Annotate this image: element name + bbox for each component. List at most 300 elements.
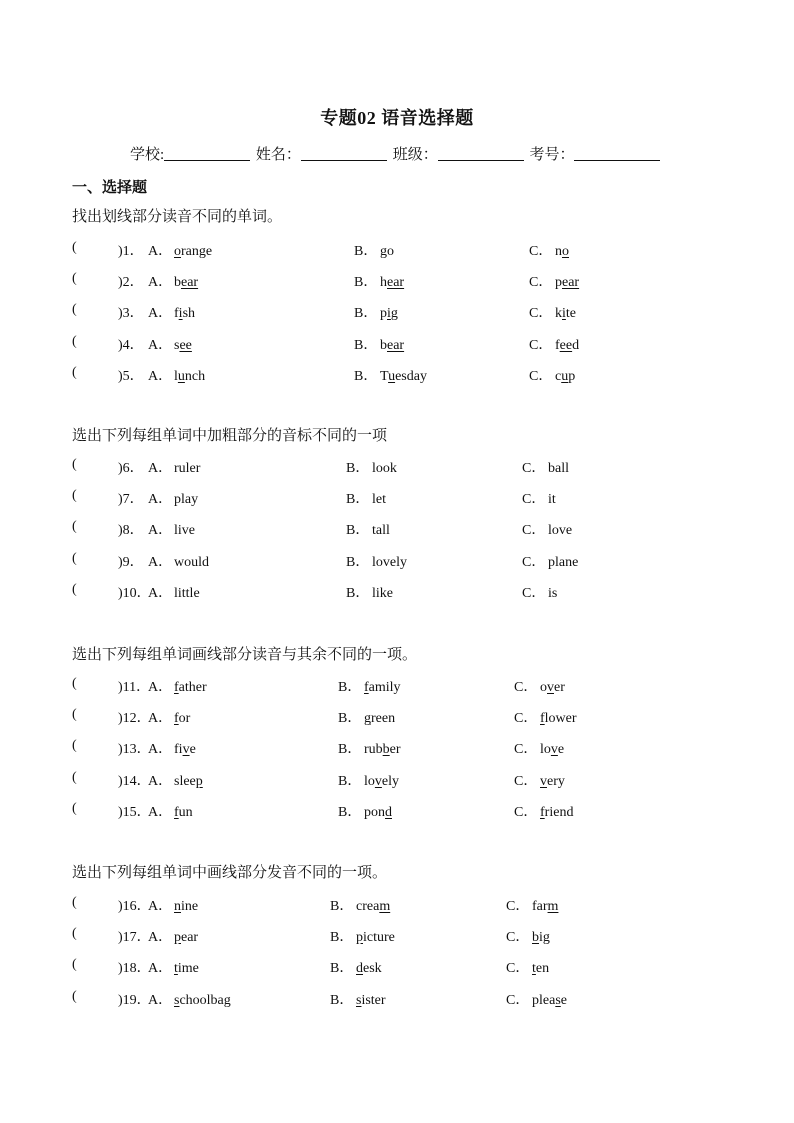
- question-number: )1．: [118, 244, 144, 259]
- page-title: 专题02 语音选择题: [320, 108, 474, 128]
- option-a: [148, 334, 192, 354]
- answer-paren-left: (: [72, 957, 77, 973]
- question-number: )10．: [118, 585, 151, 601]
- option-c: [514, 707, 577, 727]
- word-suffix: little: [174, 585, 200, 601]
- word-prefix: f: [174, 306, 179, 322]
- word-suffix: ig: [539, 930, 550, 946]
- answer-paren-left: (: [72, 800, 77, 816]
- option-word: [356, 930, 395, 945]
- underlined-part: b: [382, 742, 390, 758]
- option-word: [174, 930, 198, 945]
- option-letter: C．: [514, 711, 538, 727]
- group-instruction: 选出下列每组单词画线部分读音与其余不同的一项。: [72, 647, 418, 663]
- word-suffix: d: [572, 337, 580, 353]
- question-row: [72, 707, 732, 727]
- question-number: )9．: [118, 554, 144, 570]
- option-letter: C．: [522, 461, 546, 476]
- class-label: 班级：: [392, 147, 438, 163]
- word-suffix: ball: [548, 461, 569, 476]
- underlined-part: f: [174, 711, 179, 727]
- underlined-part: ee: [559, 337, 573, 353]
- word-suffix: it: [548, 492, 556, 508]
- option-letter: B．: [346, 461, 370, 476]
- option-b: [354, 240, 394, 260]
- option-b: [346, 519, 390, 539]
- option-word: [174, 461, 200, 476]
- option-letter: C．: [506, 992, 530, 1008]
- option-letter: B．: [346, 585, 370, 601]
- word-prefix: lo: [364, 773, 375, 789]
- group-instruction: 选出下列每组单词中加粗部分的音标不同的一项: [72, 428, 388, 444]
- option-a: [148, 365, 205, 385]
- option-letter: A．: [148, 899, 173, 914]
- option-letter: B．: [330, 899, 354, 914]
- option-letter: A．: [148, 680, 173, 695]
- question-number: )15．: [118, 804, 151, 820]
- question-number: )12．: [118, 711, 151, 727]
- word-suffix: icture: [363, 930, 395, 946]
- option-letter: C．: [514, 680, 538, 695]
- word-suffix: ely: [381, 773, 399, 789]
- underlined-part: f: [174, 680, 179, 695]
- option-letter: C．: [514, 773, 538, 789]
- word-suffix: nch: [184, 368, 206, 384]
- question-row: [72, 240, 732, 260]
- option-a: [148, 926, 198, 946]
- option-letter: B．: [338, 711, 362, 727]
- option-word: [174, 586, 200, 601]
- question-number: )16．: [118, 899, 151, 914]
- exam-number-blank: [574, 146, 660, 161]
- option-a: [148, 676, 207, 696]
- underlined-part: f: [540, 711, 545, 727]
- option-c: [514, 738, 564, 758]
- word-suffix: choolbag: [179, 992, 231, 1008]
- option-letter: B．: [354, 337, 378, 353]
- option-a: [148, 519, 195, 539]
- option-letter: A．: [148, 461, 173, 476]
- option-letter: B．: [354, 275, 378, 291]
- underlined-part: n: [174, 899, 181, 914]
- underlined-part: i: [387, 306, 391, 322]
- option-letter: B．: [346, 554, 370, 570]
- option-c: [529, 271, 579, 291]
- word-suffix: o: [387, 244, 394, 259]
- name-label: 姓名：: [255, 147, 301, 163]
- question-row: [72, 738, 732, 758]
- option-word: [380, 244, 394, 259]
- school-blank: [164, 146, 250, 161]
- option-word: [356, 899, 390, 914]
- option-b: [346, 488, 386, 508]
- question-row: [72, 989, 732, 1009]
- option-a: [148, 989, 231, 1009]
- option-letter: C．: [522, 585, 546, 601]
- option-word: [540, 711, 577, 726]
- word-suffix: esk: [363, 961, 382, 977]
- option-letter: A．: [148, 773, 173, 789]
- question-row: [72, 957, 732, 977]
- word-suffix: sh: [182, 306, 196, 322]
- option-c: [522, 457, 569, 477]
- group-instruction: 选出下列每组单词中画线部分发音不同的一项。: [72, 865, 388, 881]
- option-word: [532, 930, 550, 945]
- answer-paren-left: (: [72, 488, 77, 504]
- section-heading: 一、选择题: [72, 180, 148, 196]
- option-word: [548, 461, 569, 476]
- option-word: [532, 899, 558, 914]
- question-number: )18．: [118, 961, 151, 977]
- option-letter: B．: [338, 773, 362, 789]
- option-b: [330, 989, 386, 1009]
- word-prefix: plea: [532, 992, 556, 1008]
- option-word: [380, 306, 398, 321]
- underlined-part: ear: [181, 275, 199, 291]
- option-word: [555, 244, 569, 259]
- question-number: )2．: [118, 275, 144, 291]
- question-row: [72, 926, 732, 946]
- word-suffix: like: [372, 585, 393, 601]
- option-word: [532, 961, 549, 976]
- word-prefix: s: [174, 337, 180, 353]
- word-suffix: or: [178, 711, 191, 727]
- option-a: [148, 957, 199, 977]
- option-word: [380, 338, 404, 353]
- word-suffix: is: [548, 585, 558, 601]
- option-c: [506, 957, 549, 977]
- option-c: [506, 989, 567, 1009]
- option-b: [338, 738, 401, 758]
- option-c: [522, 551, 578, 571]
- option-a: [148, 895, 198, 915]
- option-word: [555, 306, 576, 321]
- option-b: [338, 676, 401, 696]
- word-suffix: lovely: [372, 554, 407, 570]
- word-prefix: b: [174, 275, 181, 291]
- option-letter: B．: [330, 992, 354, 1008]
- underlined-part: u: [561, 368, 569, 384]
- option-a: [148, 582, 200, 602]
- option-letter: B．: [330, 961, 354, 977]
- question-number: )17．: [118, 930, 151, 946]
- group-instruction: 找出划线部分读音不同的单词。: [72, 209, 283, 225]
- question-row: [72, 551, 732, 571]
- underlined-part: ear: [387, 275, 405, 291]
- option-b: [346, 582, 393, 602]
- option-a: [148, 271, 198, 291]
- underlined-part: v: [550, 742, 558, 758]
- word-suffix: te: [565, 306, 576, 322]
- option-c: [529, 240, 569, 260]
- word-prefix: p: [555, 275, 562, 291]
- question-number: )14．: [118, 773, 151, 789]
- word-suffix: g: [390, 306, 398, 322]
- option-letter: C．: [514, 742, 538, 758]
- question-number: )5．: [118, 368, 144, 384]
- word-suffix: look: [372, 461, 397, 476]
- underlined-part: b: [532, 930, 539, 946]
- option-word: [174, 275, 198, 290]
- answer-paren-left: (: [72, 271, 77, 287]
- question-number: )19．: [118, 992, 151, 1008]
- question-number: )8．: [118, 523, 144, 539]
- option-word: [540, 805, 573, 820]
- word-suffix: let: [372, 492, 386, 508]
- option-word: [364, 774, 399, 789]
- option-word: [174, 961, 199, 976]
- option-b: [338, 801, 392, 821]
- option-letter: A．: [148, 930, 173, 946]
- word-suffix: amily: [368, 680, 401, 695]
- answer-paren-left: (: [72, 302, 77, 318]
- answer-paren-left: (: [72, 738, 77, 754]
- option-word: [174, 993, 231, 1008]
- word-suffix: ruler: [174, 461, 201, 476]
- option-letter: C．: [529, 306, 553, 322]
- question-number: )6．: [118, 461, 144, 476]
- option-letter: A．: [148, 804, 173, 820]
- answer-paren-left: (: [72, 769, 77, 785]
- option-b: [338, 707, 395, 727]
- word-suffix: ister: [361, 992, 386, 1008]
- underlined-part: m: [379, 899, 391, 914]
- option-letter: A．: [148, 368, 173, 384]
- answer-paren-left: (: [72, 581, 77, 597]
- option-letter: A．: [148, 337, 173, 353]
- option-word: [540, 774, 565, 789]
- word-prefix: rub: [364, 742, 383, 758]
- option-letter: C．: [529, 275, 553, 291]
- option-word: [372, 492, 386, 507]
- option-letter: C．: [522, 554, 546, 570]
- underlined-part: v: [182, 742, 190, 758]
- word-suffix: er: [389, 742, 401, 758]
- word-prefix: crea: [356, 899, 380, 914]
- word-prefix: T: [380, 368, 389, 384]
- question-row: [72, 770, 732, 790]
- word-suffix: ine: [181, 899, 199, 914]
- option-word: [372, 555, 407, 570]
- option-letter: A．: [148, 554, 173, 570]
- word-suffix: e: [189, 742, 196, 758]
- option-word: [356, 993, 386, 1008]
- option-word: [174, 244, 212, 259]
- option-word: [532, 993, 567, 1008]
- question-number: )3．: [118, 306, 144, 322]
- underlined-part: u: [388, 368, 396, 384]
- option-word: [174, 742, 196, 757]
- underlined-part: d: [385, 804, 392, 820]
- option-c: [514, 801, 573, 821]
- option-letter: C．: [506, 961, 530, 977]
- option-word: [555, 275, 579, 290]
- answer-paren-left: (: [72, 550, 77, 566]
- option-word: [174, 711, 190, 726]
- exam-number-label: 考号：: [529, 147, 575, 163]
- option-a: [148, 457, 200, 477]
- option-letter: B．: [346, 492, 370, 508]
- word-prefix: p: [380, 306, 387, 322]
- answer-paren-left: (: [72, 707, 77, 723]
- question-row: [72, 801, 732, 821]
- answer-paren-left: (: [72, 988, 77, 1004]
- option-word: [364, 680, 401, 695]
- option-a: [148, 738, 196, 758]
- option-word: [174, 555, 209, 570]
- option-letter: B．: [330, 930, 354, 946]
- option-b: [330, 926, 395, 946]
- option-letter: B．: [354, 244, 378, 259]
- word-suffix: ime: [177, 961, 199, 977]
- underlined-part: i: [562, 306, 566, 322]
- word-suffix: plane: [548, 554, 579, 570]
- question-number: )4．: [118, 337, 144, 353]
- word-suffix: riend: [544, 804, 574, 820]
- option-word: [174, 369, 205, 384]
- question-row: [72, 895, 732, 915]
- option-b: [354, 365, 427, 385]
- word-prefix: n: [555, 244, 562, 259]
- option-b: [346, 551, 407, 571]
- option-word: [356, 961, 382, 976]
- word-suffix: en: [535, 961, 550, 977]
- word-suffix: p: [568, 368, 576, 384]
- underlined-part: d: [356, 961, 363, 977]
- answer-paren-left: (: [72, 364, 77, 380]
- option-letter: A．: [148, 961, 173, 977]
- answer-paren-left: (: [72, 240, 77, 255]
- option-letter: C．: [506, 899, 530, 914]
- underlined-part: v: [540, 773, 547, 789]
- question-row: [72, 457, 732, 477]
- option-c: [529, 302, 576, 322]
- word-suffix: play: [174, 492, 199, 508]
- option-letter: B．: [346, 523, 370, 539]
- option-c: [514, 770, 565, 790]
- question-number: )11．: [118, 680, 151, 695]
- option-letter: A．: [148, 275, 173, 291]
- word-suffix: e: [557, 742, 565, 758]
- word-prefix: c: [555, 368, 562, 384]
- option-letter: C．: [529, 337, 553, 353]
- word-prefix: l: [174, 368, 178, 384]
- option-c: [522, 582, 557, 602]
- question-row: [72, 676, 732, 696]
- word-suffix: un: [178, 804, 193, 820]
- underlined-part: f: [540, 804, 545, 820]
- option-c: [522, 519, 572, 539]
- option-word: [548, 555, 578, 570]
- option-letter: B．: [338, 804, 362, 820]
- option-word: [174, 306, 195, 321]
- word-suffix: reen: [371, 711, 396, 727]
- option-letter: A．: [148, 523, 173, 539]
- name-blank: [301, 146, 387, 161]
- word-prefix: f: [555, 337, 560, 353]
- word-suffix: lower: [544, 711, 577, 727]
- option-word: [540, 742, 564, 757]
- option-word: [372, 461, 397, 476]
- word-suffix: ery: [547, 773, 565, 789]
- underlined-part: t: [532, 961, 536, 977]
- underlined-part: s: [174, 992, 180, 1008]
- underlined-part: p: [174, 930, 181, 946]
- answer-paren-left: (: [72, 519, 77, 535]
- option-word: [364, 805, 392, 820]
- answer-paren-left: (: [72, 457, 77, 472]
- word-suffix: love: [548, 523, 573, 539]
- option-word: [174, 680, 207, 695]
- word-prefix: far: [532, 899, 548, 914]
- option-word: [364, 711, 395, 726]
- underlined-part: s: [555, 992, 561, 1008]
- option-b: [330, 957, 382, 977]
- answer-paren-left: (: [72, 676, 77, 691]
- question-number: )7．: [118, 492, 144, 508]
- question-row: [72, 582, 732, 602]
- option-letter: C．: [522, 523, 546, 539]
- word-suffix: esday: [395, 368, 427, 384]
- word-prefix: b: [380, 337, 387, 353]
- option-letter: C．: [514, 804, 538, 820]
- option-letter: C．: [506, 930, 530, 946]
- option-letter: A．: [148, 306, 173, 322]
- question-row: [72, 519, 732, 539]
- option-b: [338, 770, 399, 790]
- underlined-part: g: [364, 711, 371, 727]
- question-row: [72, 334, 732, 354]
- option-a: [148, 801, 193, 821]
- underlined-part: t: [174, 961, 178, 977]
- student-info-line: [130, 143, 662, 164]
- option-c: [522, 488, 556, 508]
- option-a: [148, 302, 195, 322]
- word-prefix: lo: [540, 742, 551, 758]
- option-word: [174, 774, 203, 789]
- answer-paren-left: (: [72, 926, 77, 942]
- option-letter: B．: [354, 368, 378, 384]
- option-word: [548, 492, 556, 507]
- option-word: [548, 523, 572, 538]
- option-b: [354, 271, 404, 291]
- underlined-part: p: [195, 773, 203, 789]
- answer-paren-left: (: [72, 333, 77, 349]
- option-letter: A．: [148, 244, 173, 259]
- option-a: [148, 707, 190, 727]
- underlined-part: i: [178, 306, 183, 322]
- question-row: [72, 302, 732, 322]
- answer-paren-left: (: [72, 895, 77, 910]
- option-letter: B．: [338, 680, 362, 695]
- option-word: [380, 275, 404, 290]
- option-c: [506, 895, 558, 915]
- option-letter: A．: [148, 585, 173, 601]
- word-suffix: ear: [181, 930, 199, 946]
- option-word: [174, 338, 192, 353]
- option-letter: B．: [354, 306, 378, 322]
- option-letter: C．: [529, 244, 553, 259]
- option-letter: B．: [338, 742, 362, 758]
- option-letter: C．: [522, 492, 546, 508]
- option-c: [514, 676, 565, 696]
- option-word: [380, 369, 427, 384]
- word-suffix: would: [174, 554, 209, 570]
- option-word: [548, 586, 557, 601]
- underlined-part: v: [547, 680, 554, 695]
- option-c: [506, 926, 550, 946]
- word-suffix: tall: [372, 523, 390, 539]
